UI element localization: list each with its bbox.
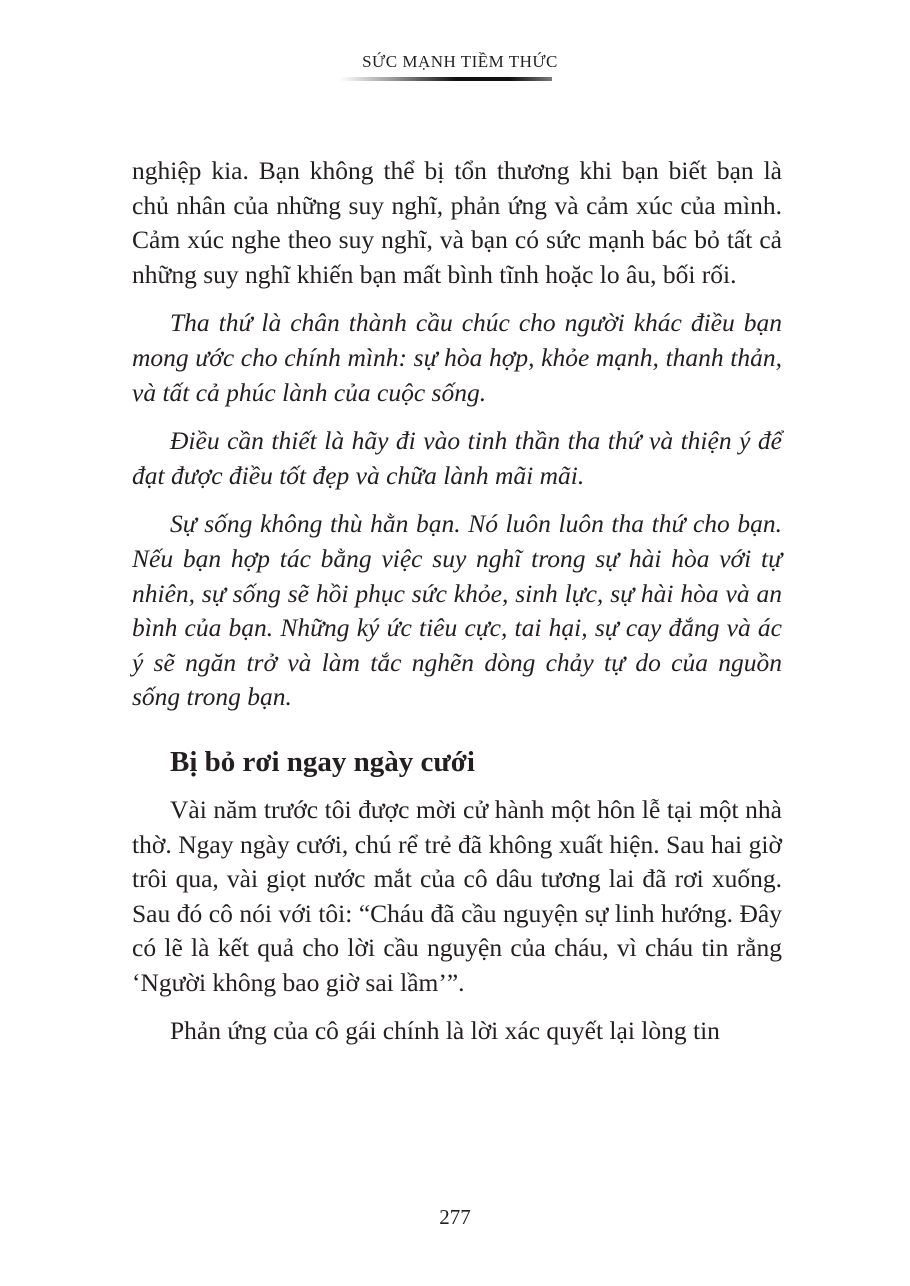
paragraph-wedding-story: Vài năm trước tôi được mời cử hành một hôn lễ tại một nhà thờ. Ngay ngày cưới, chú rể trẻ đã không xuất hiện. Sau hai giờ trôi qua, vài giọt nước mắt của cô dâu tương lai đã rơi xuống. Sau đó cô nói với tôi: “Cháu đã cầu nguyện sự linh hướng. Đây có lẽ là kết quả cho lời cầu nguyện của cháu, vì cháu tin rằng ‘Người không bao giờ sai lầm’”. xyxy=(132,794,782,997)
paragraph-reaction: Phản ứng của cô gái chính là lời xác quyết lại lòng tin xyxy=(170,1016,720,1046)
running-title: SỨC MẠNH TIỀM THỨC xyxy=(362,52,558,71)
italic-paragraph-life: Sự sống không thù hằn bạn. Nó luôn luôn tha thứ cho bạn. Nếu bạn hợp tác bằng việc suy nghĩ trong sự hài hòa với tự nhiên, sự sống sẽ hồi phục sức khỏe, sinh lực, sự hài hòa và an bình của bạn. Những ký ức tiêu cực, tai hại, sự cay đắng và ác ý sẽ ngăn trở và làm tắc nghẽn dòng chảy tự do của nguồn sống trong bạn. xyxy=(132,509,782,712)
section-heading: Bị bỏ rơi ngay ngày cưới xyxy=(170,745,475,778)
italic-paragraph-spirit: Điều cần thiết là hãy đi vào tinh thần tha thứ và thiện ý để đạt được điều tốt đẹp và chữa lành mãi mãi. xyxy=(132,426,782,490)
page-number: 277 xyxy=(439,1205,471,1229)
header-rule xyxy=(340,77,552,81)
italic-paragraph-forgiveness: Tha thứ là chân thành cầu chúc cho người khác điều bạn mong ước cho chính mình: sự hòa hợp, khỏe mạnh, thanh thản, và tất cả phúc lành của cuộc sống. xyxy=(132,308,782,407)
page-body xyxy=(132,154,782,1049)
paragraph-continuation: nghiệp kia. Bạn không thể bị tổn thương khi bạn biết bạn là chủ nhân của những suy nghĩ, phản ứng và cảm xúc của mình. Cảm xúc nghe theo suy nghĩ, và bạn có sức mạnh bác bỏ tất cả những suy nghĩ khiến bạn mất bình tĩnh hoặc lo âu, bối rối. xyxy=(132,156,782,289)
running-header xyxy=(0,52,910,72)
